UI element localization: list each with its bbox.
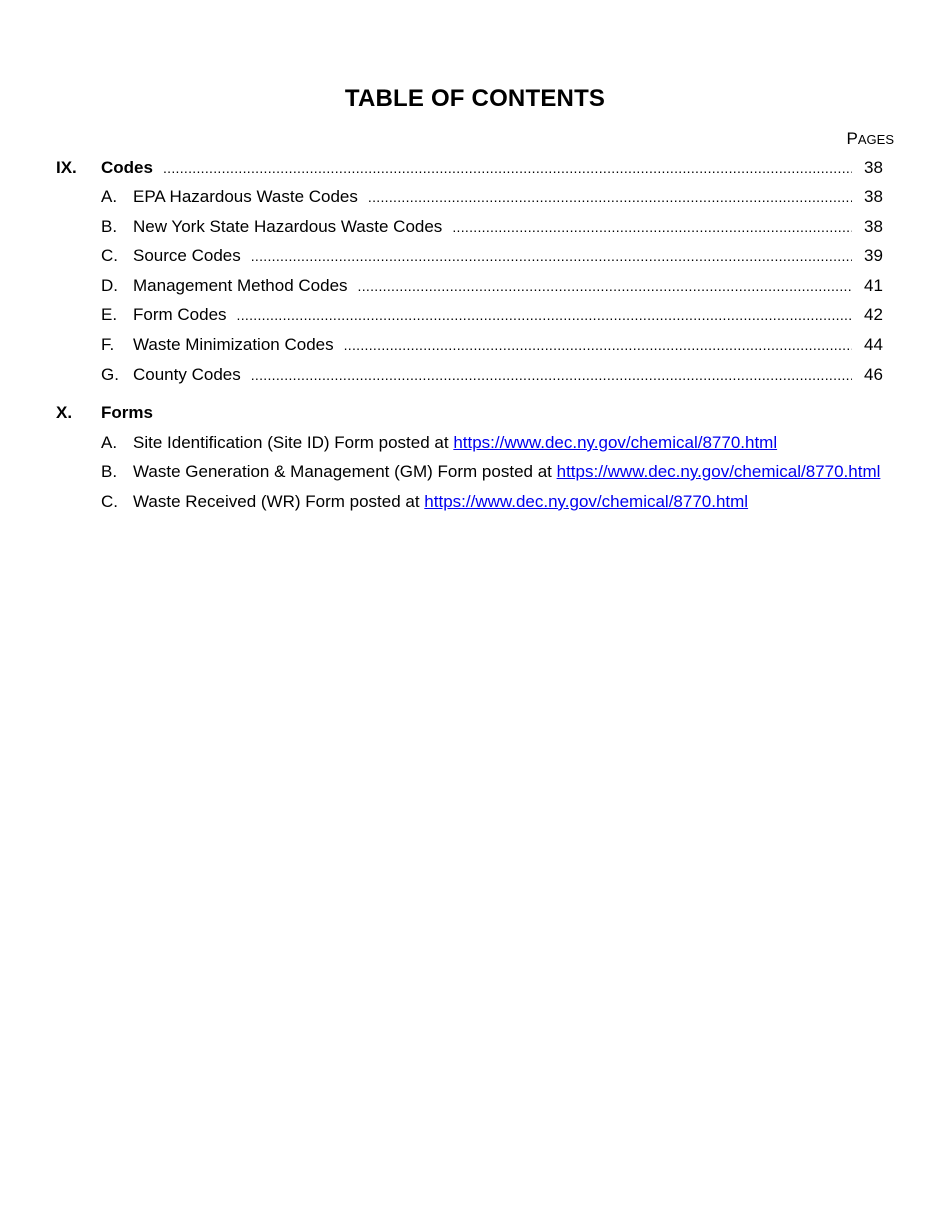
entry-letter: B. [101,217,118,236]
dot-leader [237,304,852,326]
form-link[interactable]: https://www.dec.ny.gov/chemical/8770.html [556,462,881,481]
page-number: 38 [864,217,883,236]
form-entry-wr [0,491,950,513]
entry-title: Source Codes [133,246,241,265]
toc-entry-line [133,245,852,267]
entry-title: EPA Hazardous Waste Codes [133,187,358,206]
section-numeral: X. [56,403,73,422]
toc-entry-line [133,275,852,297]
form-text: Waste Generation & Management (GM) Form posted at [133,462,552,481]
entry-letter: D. [101,276,118,295]
dot-leader [344,334,852,356]
form-link[interactable]: https://www.dec.ny.gov/chemical/8770.html [424,492,749,511]
entry-letter: A. [101,433,118,452]
entry-letter: E. [101,305,118,324]
toc-entry-management-method-codes[interactable] [0,275,950,297]
toc-entry-line [101,157,852,179]
page-title: TABLE OF CONTENTS [344,85,606,112]
pages-column-header [847,129,894,149]
form-description [133,461,880,483]
page-number: 41 [864,276,883,295]
section-title: Codes [101,158,153,177]
dot-leader [368,186,852,208]
dot-leader [251,364,852,386]
dot-leader [251,245,852,267]
entry-letter: C. [101,246,118,265]
entry-letter: B. [101,462,118,481]
form-description [133,432,777,454]
form-text: Site Identification (Site ID) Form posted at [133,433,449,452]
entry-title: Waste Minimization Codes [133,335,334,354]
toc-entry-county-codes[interactable] [0,364,950,386]
toc-section-x [0,402,950,424]
page-number: 38 [864,187,883,206]
entry-letter: F. [101,335,115,354]
entry-title: Form Codes [133,305,227,324]
toc-entry-nys-hazardous-waste-codes[interactable] [0,216,950,238]
page-number: 38 [864,158,883,177]
dot-leader [452,216,852,238]
entry-title: New York State Hazardous Waste Codes [133,217,443,236]
form-text: Waste Received (WR) Form posted at [133,492,420,511]
toc-entry-line [133,216,852,238]
page-number: 39 [864,246,883,265]
toc-section-ix[interactable] [0,157,950,179]
form-entry-gm [0,461,950,483]
pages-header-initial: P [846,129,858,148]
dot-leader [163,157,852,179]
entry-letter: C. [101,492,118,511]
entry-title: County Codes [133,365,241,384]
entry-letter: A. [101,187,118,206]
section-title: Forms [101,403,153,422]
toc-entry-form-codes[interactable] [0,304,950,326]
form-link[interactable]: https://www.dec.ny.gov/chemical/8770.html [453,433,778,452]
toc-entry-line [133,186,852,208]
toc-entry-epa-hazardous-waste-codes[interactable] [0,186,950,208]
page-number: 44 [864,335,883,354]
toc-entry-line [133,304,852,326]
toc-entry-line [133,334,852,356]
entry-letter: G. [101,365,119,384]
toc-entry-line [133,364,852,386]
toc-entry-waste-minimization-codes[interactable] [0,334,950,356]
dot-leader [358,275,852,297]
section-numeral: IX. [56,158,77,177]
pages-header-rest: AGES [857,132,894,147]
page-number: 46 [864,365,883,384]
page-number: 42 [864,305,883,324]
toc-entry-source-codes[interactable] [0,245,950,267]
entry-title: Management Method Codes [133,276,348,295]
form-description [133,491,748,513]
form-entry-site-id [0,432,950,454]
